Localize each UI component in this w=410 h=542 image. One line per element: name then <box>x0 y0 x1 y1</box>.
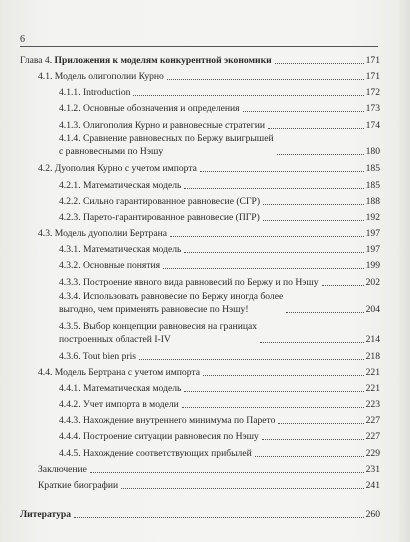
toc-entry-title: 4.2.1. Математическая модель <box>59 180 182 191</box>
toc-entry-page: 188 <box>365 196 380 207</box>
toc-leader-dots <box>163 268 364 269</box>
toc-entry-4-4-5[interactable] <box>59 447 380 460</box>
toc-entry-title: 4.3.2. Основные понятия <box>59 260 161 271</box>
toc-entry-page: 229 <box>365 448 380 459</box>
toc-entry-title: 4.1. Модель олигополии Курно <box>38 71 164 82</box>
toc-leader-dots <box>90 472 364 473</box>
toc-entry-4-2-1[interactable] <box>59 179 380 192</box>
toc-entry-page: 171 <box>365 71 380 82</box>
toc-leader-dots <box>203 375 364 376</box>
header-rule <box>20 46 378 47</box>
toc-entry-title: 4.4.5. Нахождение соответствующих прибылей <box>59 448 252 459</box>
toc-entry-title: 4.3.1. Математическая модель <box>59 244 182 255</box>
toc-entry-page: 214 <box>365 334 380 345</box>
toc-entry-title <box>59 132 274 158</box>
toc-entry-title: 4.1.1. Introduction <box>59 87 131 98</box>
toc-entry-4-3-1[interactable] <box>59 243 380 256</box>
toc-entry-title: 4.4.3. Нахождение внутреннего минимума по Парето <box>59 415 276 426</box>
toc-entry-page: 223 <box>365 399 380 410</box>
toc-entry-4-2[interactable] <box>38 162 380 175</box>
toc-entry-4-1-2[interactable] <box>59 102 380 115</box>
toc-leader-dots <box>277 154 364 155</box>
toc-entry-4-1-1[interactable] <box>59 86 380 99</box>
toc-entry-title-line2: построенных областей I-IV <box>59 334 171 345</box>
toc-entry-title: 4.3.6. Tout bien pris <box>59 351 136 362</box>
toc-entry-page: 173 <box>365 103 380 114</box>
toc-entry-page: 197 <box>365 244 380 255</box>
toc-leader-dots <box>184 391 363 392</box>
toc-entry-4-1[interactable] <box>38 70 380 83</box>
toc-entry-title: 4.4.2. Учет импорта в модели <box>59 399 179 410</box>
toc-leader-dots <box>262 439 364 440</box>
toc-leader-dots <box>263 204 364 205</box>
toc-entry-page: 180 <box>365 146 380 157</box>
toc-entry-page: 199 <box>365 260 380 271</box>
toc-entry-4-1-4[interactable] <box>59 132 380 158</box>
toc-entry-title-line2: выгодно, чем применять равновесие по Нэшу! <box>59 304 249 315</box>
toc-entry-page: 192 <box>365 212 380 223</box>
toc-leader-dots <box>286 312 363 313</box>
toc-leader-dots <box>184 252 363 253</box>
toc-leader-dots <box>133 95 363 96</box>
toc-entry-page: 204 <box>365 304 380 315</box>
toc-entry-page: 227 <box>365 431 380 442</box>
toc-entry-chapter-4[interactable] <box>20 54 380 67</box>
toc-entry-4-4-2[interactable] <box>59 398 380 411</box>
toc-entry-title: 4.2.2. Сильно гарантированное равновесие (СГР) <box>59 196 261 207</box>
toc-entry-4-3-6[interactable] <box>59 350 380 363</box>
toc-entry-page: 171 <box>365 55 380 66</box>
toc-leader-dots <box>139 359 364 360</box>
toc-leader-dots <box>263 220 364 221</box>
toc-entry-4-3-5[interactable] <box>59 320 380 346</box>
toc-entry-title: 4.4. Модель Бертрана с учетом импорта <box>38 367 200 378</box>
toc-entry-4-4-1[interactable] <box>59 382 380 395</box>
toc-entry-title: 4.3.3. Построение явного вида равновесий по Бержу и по Нэшу <box>59 277 319 288</box>
toc-leader-dots <box>243 111 364 112</box>
toc-entry-page: 174 <box>365 120 380 131</box>
toc-entry-title: 4.4.1. Математическая модель <box>59 383 182 394</box>
page-edge-shadow <box>396 0 410 542</box>
toc-entry-4-3[interactable] <box>38 227 380 240</box>
toc-leader-dots <box>167 79 364 80</box>
toc-leader-dots <box>74 517 364 518</box>
toc-entry-page: 231 <box>365 464 380 475</box>
toc-entry-page: 185 <box>365 180 380 191</box>
toc-entry-page: 218 <box>365 351 380 362</box>
toc-leader-dots <box>184 188 363 189</box>
toc-entry-title: 4.2.3. Парето-гарантированное равновесие (ПГР) <box>59 212 260 223</box>
toc-entry-title-line1: 4.1.4. Сравнение равновесных по Бержу выигрышей <box>59 133 274 144</box>
toc-entry-title-line1: 4.3.4. Использовать равновесие по Бержу иногда более <box>59 291 284 302</box>
toc-entry-4-2-2[interactable] <box>59 195 380 208</box>
toc-leader-dots <box>200 171 364 172</box>
toc-leader-dots <box>278 423 363 424</box>
toc-entry-title: Краткие биографии <box>38 480 119 491</box>
toc-entry-title: 4.1.2. Основные обозначения и определения <box>59 103 240 114</box>
toc-entry-4-4[interactable] <box>38 366 380 379</box>
toc-entry-title: Приложения к моделям конкурентной экономики <box>54 55 272 66</box>
toc-entry-biographies[interactable] <box>38 479 380 492</box>
toc-entry-title: 4.4.4. Построение ситуации равновесия по Нэшу <box>59 431 259 442</box>
toc-entry-4-4-4[interactable] <box>59 430 380 443</box>
toc-leader-dots <box>275 63 364 64</box>
toc-leader-dots <box>268 128 364 129</box>
toc-entry-page: 221 <box>365 367 380 378</box>
page-number: 6 <box>20 34 25 45</box>
toc-entry-page: 221 <box>365 383 380 394</box>
toc-entry-page: 260 <box>365 509 380 520</box>
toc-entry-title-line1: 4.3.5. Выбор концепции равновесия на границах <box>59 321 258 332</box>
toc-leader-dots <box>260 342 364 343</box>
toc-entry-title: 4.3. Модель дуополии Бертрана <box>38 228 167 239</box>
toc-leader-dots <box>121 488 363 489</box>
toc-entry-4-3-4[interactable] <box>59 290 380 316</box>
toc-entry-literature[interactable] <box>20 508 380 521</box>
toc-entry-title: 4.1.3. Олигополия Курно и равновесные стратегии <box>59 120 266 131</box>
toc-entry-title: Литература <box>20 509 72 520</box>
toc-entry-page: 202 <box>365 277 380 288</box>
toc-entry-conclusion[interactable] <box>38 463 380 476</box>
toc-entry-page: 197 <box>365 228 380 239</box>
toc-entry-page: 185 <box>365 163 380 174</box>
toc-entry-page: 227 <box>365 415 380 426</box>
toc-entry-4-3-3[interactable] <box>59 276 380 289</box>
toc-leader-dots <box>255 456 364 457</box>
toc-entry-4-3-2[interactable] <box>59 259 380 272</box>
toc-leader-dots <box>322 285 364 286</box>
toc-leader-dots <box>182 407 364 408</box>
toc-entry-title-line2: с равновесными по Нэшу <box>59 146 164 157</box>
toc-entry-page: 241 <box>365 480 380 491</box>
toc-entry-title <box>59 320 257 346</box>
toc-entry-title: Заключение <box>38 464 87 475</box>
toc-leader-dots <box>170 236 364 237</box>
toc-entry-page: 172 <box>365 87 380 98</box>
toc-entry-label: Глава 4. <box>20 55 53 66</box>
toc-entry-4-4-3[interactable] <box>59 414 380 427</box>
toc-entry-title <box>59 290 283 316</box>
toc-entry-4-1-3[interactable] <box>59 119 380 132</box>
toc-entry-4-2-3[interactable] <box>59 211 380 224</box>
toc-entry-title: 4.2. Дуополия Курно с учетом импорта <box>38 163 197 174</box>
